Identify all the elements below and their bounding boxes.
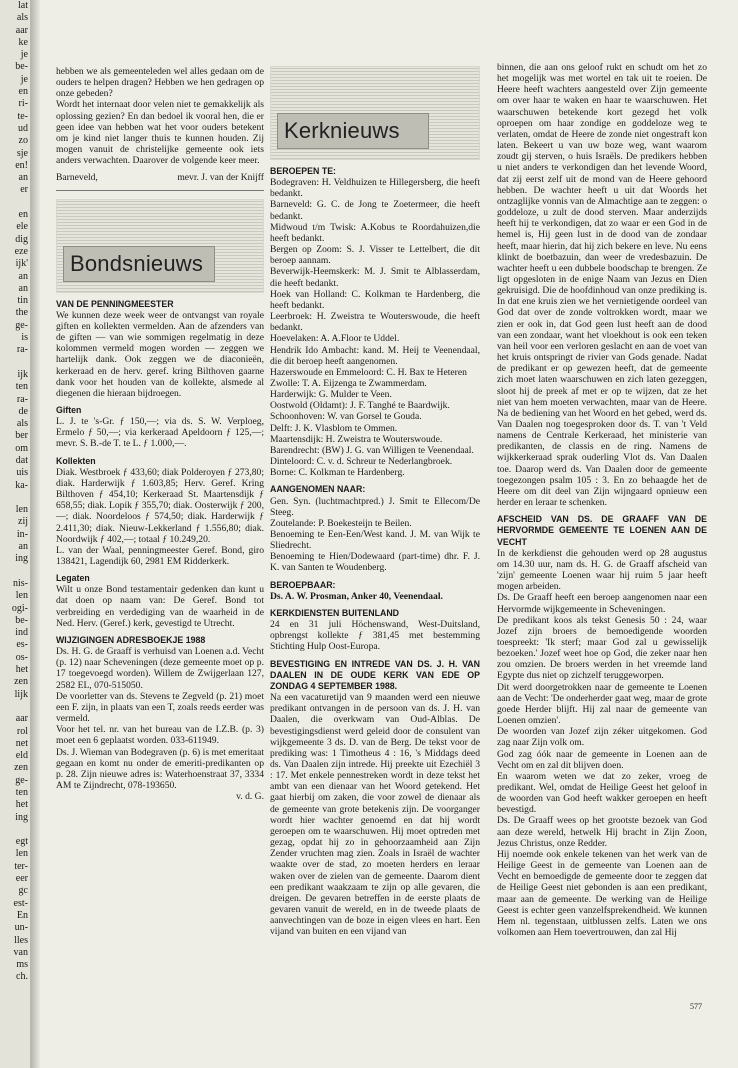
- gutter-fragment: an: [18, 172, 28, 184]
- column-3-paragraph-1: binnen, die aan ons geloof rukt en schudt om het zo het mogelijk was met wortel en tak uit te roeien. De Heere heeft wachters aangesteld over Zijn gemeente om over haar te waken en haar te waarschuwen. Het waarschuwen betekende kort gezegd het volk oproepen om haar zondige en goddeloze weg te verlaten, omdat de Heere de zonde niet ongestraft kon laten. Bekeert u van uw boze weg, want waarom zoudt gij sterven, o huis Israëls. De predikers hebben u niet anders te verkondigen dan het levende Woord, dat zij eerst zelf uit de mond van de Heere gehoord hebben. De wachter heeft u uit dat Woords het ontzaglijke vonnis van de Almachtige aan te zeggen: o goddeloze, u zult de dood sterven. Maar anderzijds heeft hij te verkondigen, dat zo waar er een God in de hemel is, Hij geen lust in de dood van de zondaar heeft, maar hierin, dat hij zich bekere en leve. Nu eens klinkt de boetbazuin, dan weer de vredesbazuin. De wachter heeft u een dubbele boodschap te brengen. Ze ligt opgesloten in de enige Naam van Jezus en Dien gekruisigd. Die de hoofdinhoud van onze prediking is. In dat ene kruis zien we het vernietigende oordeel van God dat over de zonde voltrokken wordt, maar we zien er ook in, dat God geen lust heeft aan de dood van een zondaar, want het vloekhout is ook een teken van heil voor een verloren geslacht en aan de voet van het kruis ontspringt de rivier van Gods genade. Nadat de predikant er op gewezen heeft, dat de gemeente zich moet laten waarschuwen en zich laten gezeggen, sloot hij de preek af met er op te wijzen, dat ze het niet van hem moeten verwachten, maar van de Heere. Na de bediening van het Woord en het gebed, werd ds. Van Daalen nog toegesproken door ds. T. van 't Veld namens de Centrale Kerkeraad, het ministerie van predikanten, de classis en de ring. Namens de wijkkerkeraad sprak ouderling Vlot ds. Van Daalen toe. Daarop werd ds. Van Daalen door de gemeente toegezongen psalm 105 : 3. En zo behaagde het de Heere om dit deel van Zijn wijngaard opnieuw een herder en leraar te schenken.: [497, 62, 707, 509]
- afscheid-paragraph-4: Dit werd doorgetrokken naar de gemeente te Loenen aan de Vecht: 'De onderherder gaat weg, maar de grote goede Herder blijft. Hij zal naar de gemeente van Loenen omzien'.: [497, 681, 707, 727]
- gutter-fragment: [0, 357, 30, 369]
- list-item: Barneveld: G. C. de Jong te Zoetermeer, die heeft bedankt.: [270, 199, 480, 222]
- gutter-fragment: zo: [18, 135, 28, 147]
- gutter-fragment: je: [20, 49, 28, 61]
- gutter-fragment: ten: [15, 381, 28, 393]
- gutter-fragment: te-: [17, 110, 28, 122]
- gutter-fragment: ch.: [16, 971, 28, 983]
- gutter-fragment: ra-: [16, 344, 28, 356]
- afscheid-paragraph-6: God zag óók naar de gemeente in Loenen aan de Vecht om en zal dit blijven doen.: [497, 748, 707, 771]
- signature-place: Barneveld,: [56, 172, 98, 184]
- gutter-fragment: an: [18, 541, 28, 553]
- gutter-fragment: dig: [15, 233, 28, 245]
- gutter-fragment: de: [18, 405, 28, 417]
- adres-text: Ds. H. G. de Graaff is verhuisd van Loenen a.d. Vecht (p. 12) naar Scheveningen (deze gemeente moet op p. 17 toegevoegd worden). Willem de Zwijgerlaan 127, 2582 EL, 070-515050.: [56, 646, 264, 691]
- penningmeester-text: We kunnen deze week weer de ontvangst van royale giften en kollekten vermelden. Aan de afzenders van de giften — van wie sommigen regelmatig in deze kolommen vermeld mogen worden — zeggen we hartelijk dank. Ook zeggen we de diaconieën, kerkeraad en de herv. geref. kring Bilthoven gaarne dank voor het houden van de kollekte, alsmede al diegenen die hieraan bijdroegen.: [56, 309, 264, 399]
- gutter-fragment: als: [16, 12, 28, 24]
- list-item: Beverwijk-Heemskerk: M. J. Smit te Alblasserdam, die heeft bedankt.: [270, 266, 480, 289]
- gutter-fragment: je: [20, 73, 28, 85]
- gutter-fragment: is: [21, 332, 28, 344]
- list-item: Hoevelaken: A. A.Floor te Uddel.: [270, 333, 400, 345]
- gutter-fragment: len: [15, 848, 28, 860]
- gutter-fragment: [0, 492, 30, 504]
- gutter-fragment: len: [15, 590, 28, 602]
- gutter-fragment: en: [18, 86, 28, 98]
- list-item: Bodegraven: H. Veldhuizen te Hillegersberg, die heeft bedankt.: [270, 177, 480, 200]
- gutter-fragment: ud: [18, 122, 28, 134]
- gutter-fragment: ing: [15, 811, 28, 823]
- beroepbaar-text: Ds. A. W. Prosman, Anker 40, Veenendaal.: [270, 590, 443, 602]
- gutter-fragment: van: [13, 946, 28, 958]
- heading-beroepbaar: BEROEPBAAR:: [270, 579, 336, 590]
- gutter-fragment: en!: [15, 159, 28, 171]
- afscheid-paragraph-1: In de kerkdienst die gehouden werd op 28 augustus om 14.30 uur, nam ds. H. G. de Graaff afscheid van 'zijn' gemeente Loenen waar hij ruim 5 jaar heeft mogen arbeiden.: [497, 547, 707, 593]
- gutter-fragment: [0, 566, 30, 578]
- gutter-fragment: ijk': [15, 258, 28, 270]
- banner-label: [277, 113, 429, 149]
- gutter-fragment: ind: [15, 627, 28, 639]
- gutter-fragment: lat: [18, 0, 28, 11]
- heading-bevestiging: BEVESTIGING EN INTREDE VAN DS. J. H. VAN DAALEN IN DE OUDE KERK VAN EDE OP ZONDAG 4 SEPTEMBER 1988.: [270, 658, 480, 691]
- list-item: Bergen op Zoom: S. J. Visser te Lettelbert, die dit beroep aannam.: [270, 244, 480, 267]
- list-item: Gen. Syn. (luchtmachtpred.) J. Smit te Ellecom/De Steeg.: [270, 495, 480, 518]
- column-2: [270, 66, 480, 937]
- afscheid-paragraph-9: Hij noemde ook enkele tekenen van het werk van de Heilige Geest in de gemeente van Loenen aan de Vecht en bemoedigde de gemeente door te zeggen dat de Heilige Geest niet gebonden is aan een predikant, maar aan de gemeente. De werking van de Heilige Geest is echter geen vanzelfsprekendheid. We kunnen Hem nl. tegenstaan, uitblussen zelfs. Laten we ons volkomen aan Hem toevertrouwen, dan zal Hij: [497, 848, 707, 939]
- gutter-fragment: ogi-: [11, 602, 28, 614]
- legaten-text: Wilt u onze Bond testamentair gedenken dan kunt u dat doen op naam van: De Geref. Bond tot verbreiding en verdediging van de waarheid in de Ned. Herv. (Geref.) kerk, gevestigd te Utrecht.: [56, 584, 264, 629]
- book-spine-shadow: [31, 0, 40, 1068]
- gutter-fragment: es-: [16, 639, 28, 651]
- gutter-fragment: als: [16, 418, 28, 430]
- gutter-fragment: het: [15, 799, 28, 811]
- beroepen-list: [270, 177, 480, 478]
- gutter-fragment: ing: [15, 553, 28, 565]
- facing-page-edge: [0, 0, 31, 1068]
- list-item: Maartensdijk: H. Zweistra te Wouterswoude.: [270, 433, 443, 445]
- gutter-fragment: est-: [13, 897, 28, 909]
- afscheid-paragraph-8: Ds. De Graaff wees op het grootste bezoek van God aan deze wereld, hetwelk Hij bracht in Zijn Zoon, Jezus Christus, onze Redder.: [497, 815, 707, 849]
- heading-giften: Giften: [56, 404, 82, 415]
- list-item: Borne: C. Kolkman te Hardenberg.: [270, 467, 405, 479]
- list-item: Hendrik Ido Ambacht: kand. M. Heij te Veenendaal, die dit beroep heeft aangenomen.: [270, 344, 480, 367]
- gutter-fragment: be-: [15, 61, 28, 73]
- gutter-fragment: zij: [18, 516, 28, 528]
- gutter-fragment: ge-: [15, 319, 28, 331]
- gutter-fragment: eze: [14, 245, 28, 257]
- signature-name: mevr. J. van der Knijff: [177, 172, 264, 184]
- gutter-fragment: [0, 197, 30, 209]
- heading-kollekten: Kollekten: [56, 455, 96, 466]
- gutter-fragment: aar: [15, 24, 28, 36]
- gutter-fragment: ter-: [14, 860, 28, 872]
- gutter-fragment: ra-: [16, 393, 28, 405]
- list-item: Zwolle: T. A. Eijzenga te Zwammerdam.: [270, 377, 427, 389]
- gutter-fragment: ijk: [17, 368, 28, 380]
- gutter-fragment: er: [20, 184, 28, 196]
- gutter-fragment: lijk: [14, 688, 28, 700]
- gutter-fragment: En: [16, 909, 28, 921]
- intro-paragraph-2: Wordt het internaat door velen niet te gemakkelijk als oplossing gezien? En dan bedoel ik vooral hen, die er geen idee van hebben wat het voor ouders betekent om je kind niet langer thuis te kunnen houden. Zij mogen vanuit de christelijke gemeente ook iets anders verwachten. Daarover de volgende keer meer.: [56, 99, 264, 167]
- section-banner-kerknieuws: [270, 66, 480, 160]
- list-item: Hoek van Holland: C. Kolkman te Hardenberg, die heeft bedankt.: [270, 288, 480, 311]
- gutter-fragment: gc: [18, 885, 28, 897]
- gutter-fragment: nis-: [13, 577, 28, 589]
- gutter-fragment: en: [18, 209, 28, 221]
- gutter-fragment: ri-: [18, 98, 28, 110]
- kollekten-text: Diak. Westbroek ƒ 433,60; diak Polderoyen ƒ 273,80; diak. Harderwijk ƒ 1.603,85; Herv. Geref. Kring Bilthoven ƒ 454,10; Kerkeraad St. Maartensdijk ƒ 658,55; diak. Lopik ƒ 355,70; diak. Oosterwijk ƒ 200,—; diak. Noordeloos ƒ 574,50; diak. Harderwijk ƒ 2.411,30; diak. Nieuw-Lekkerland ƒ 1.556,80; diak. Noordwijk ƒ 402,—; totaal ƒ 10.249,20.: [56, 466, 264, 545]
- adres-signature: v. d. G.: [236, 791, 264, 803]
- gutter-fragment: be-: [15, 614, 28, 626]
- section-banner-bondsnieuws: [56, 199, 264, 293]
- adres-text-3: Voor het tel. nr. van het bureau van de I.Z.B. (p. 3) moet een 6 geplaatst worden. 033-611949.: [56, 724, 264, 747]
- gutter-fragment: ber: [15, 430, 28, 442]
- list-item: Benoeming te Hien/Dodewaard (part-time) dhr. F. J. K. van Santen te Woudenberg.: [270, 551, 480, 574]
- banner-label: [63, 246, 215, 282]
- intro-paragraph: hebben we als gemeenteleden wel alles gedaan om de ouders te helpen dragen? Hebben we hen gedragen op onze gebeden?: [56, 66, 264, 100]
- list-item: Benoeming te Een-Een/West kand. J. M. van Wijk te Sliedrecht.: [270, 529, 480, 552]
- gutter-fragment: ten: [15, 787, 28, 798]
- heading-afscheid: AFSCHEID VAN DS. DE GRAAFF VAN DE HERVORMDE GEMEENTE TE LOENEN AAN DE VECHT: [497, 514, 707, 547]
- gutter-fragment: os-: [15, 651, 28, 663]
- heading-adresboekje: WIJZIGINGEN ADRESBOEKJE 1988: [56, 634, 206, 645]
- gutter-fragment: net: [15, 737, 28, 749]
- heading-penningmeester: VAN DE PENNINGMEESTER: [56, 298, 174, 309]
- gutter-fragment: [0, 824, 30, 836]
- list-item: Barendrecht: (BW) J. G. van Willigen te Veenendaal.: [270, 444, 474, 456]
- list-item: Midwoud t/m Twisk: A.Kobus te Roordahuizen,die heeft bedankt.: [270, 221, 480, 244]
- adres-text-4: Ds. J. Wieman van Bodegraven (p. 6) is met emeritaat gegaan en komt nu onder de emeriti-predikanten op p. 28. Zijn nieuwe adres is: Waterhoenstraat 37, 3334 AM te Zijndrecht, 078-193650.: [56, 746, 264, 791]
- aangenomen-list: [270, 496, 480, 574]
- list-item: Hazerswoude en Emmeloord: C. H. Bax te Heteren: [270, 366, 467, 378]
- heading-kerkdiensten: KERKDIENSTEN BUITENLAND: [270, 607, 400, 618]
- kerkdiensten-text: 24 en 31 juli Höchenswand, West-Duitsland, opbrengst kollekte ƒ 381,45 met bestemming Stichting Hulp Oost-Europa.: [270, 619, 480, 653]
- gutter-fragment: sje: [16, 147, 28, 159]
- gutter-fragment: aar: [15, 713, 28, 725]
- banner-title: Kerknieuws: [284, 118, 400, 144]
- gutter-fragment: ge-: [15, 774, 28, 786]
- list-item: Delft: J. K. Vlasblom te Ommen.: [270, 422, 398, 434]
- heading-aangenomen: AANGENOMEN NAAR:: [270, 484, 366, 495]
- list-item: Harderwijk: G. Mulder te Veen.: [270, 389, 392, 401]
- list-item: Dinteloord: C. v. d. Schreur te Nederlangbroek.: [270, 456, 453, 468]
- gutter-fragment: het: [15, 664, 28, 676]
- kollekten-text-2: L. van der Waal, penningmeester Geref. Bond, giro 138421, Lagendijk 60, 2981 EM Ridderkerk.: [56, 544, 264, 567]
- gutter-fragment: an: [18, 270, 28, 282]
- gutter-fragment: dat: [15, 454, 28, 466]
- gutter-fragment: un-: [14, 922, 28, 934]
- gutter-fragment: tin: [17, 295, 28, 307]
- column-3: [497, 62, 707, 938]
- gutter-fragment: ele: [16, 221, 28, 233]
- gutter-fragment: len: [15, 504, 28, 516]
- page-number: 577: [690, 1002, 702, 1011]
- giften-text: L. J. te 's-Gr. ƒ 150,—; via ds. S. W. Verploeg, Ermelo ƒ 50,—; via kerkeraad Apeldoorn ƒ 125,—; mevr. S. B.-de T. te L. ƒ 1.000,—.: [56, 416, 264, 450]
- list-item: Zoutelande: P. Boekesteijn te Beilen.: [270, 517, 412, 529]
- gutter-fragment: egt: [15, 836, 28, 848]
- gutter-fragment: eld: [15, 750, 28, 762]
- heading-legaten: Legaten: [56, 573, 90, 584]
- list-item: Leerbroek: H. Zweistra te Wouterswoude, die heeft bedankt.: [270, 311, 480, 334]
- list-item: Oostwold (Oldamt): J. F. Tanghé te Baardwijk.: [270, 400, 450, 412]
- gutter-fragment: in-: [16, 528, 28, 540]
- afscheid-paragraph-2: Ds. De Graaff heeft een beroep aangenomen naar een Hervormde wijkgemeente in Scheveningen.: [497, 592, 707, 615]
- gutter-fragment: om: [15, 442, 28, 454]
- gutter-fragment: [0, 701, 30, 713]
- gutter-fragment: ms: [16, 959, 28, 971]
- gutter-fragment: eer: [15, 873, 28, 885]
- gutter-fragment: lles: [14, 934, 28, 946]
- gutter-fragment: the: [15, 307, 28, 319]
- banner-title: Bondsnieuws: [70, 250, 204, 276]
- gutter-fragment: ka-: [15, 479, 28, 491]
- afscheid-paragraph-3: De predikant koos als tekst Genesis 50 : 24, waar Jozef zijn broers de bemoedigende woorden toespreekt: 'Ik sterf; maar God zal u gewisselijk bezoeken.' Jozef weet hoe op God, die zeker naar hen zou omzien. De broers werden in het vreemde land Egypte dus niet op zichzelf teruggeworpen.: [497, 614, 707, 682]
- gutter-fragment: ke: [18, 36, 28, 48]
- gutter-fragment: rol: [16, 725, 28, 737]
- signature-line: [56, 172, 264, 183]
- gutter-fragment: an: [18, 282, 28, 294]
- gutter-fragment: zen: [14, 676, 28, 688]
- bevestiging-text: Na een vacaturetijd van 9 maanden werd een nieuwe predikant ontvangen in de persoon van ds. J. H. van Daalen, die overkwam van Oud-Alblas. De bevestigingsdienst werd geleid door de consulent van wijkgemeente 3 ds. D. van de Berg. De tekst voor de prediking was: 1 Timotheus 4 : 16, 's Middags deed ds. Van Daalen zijn intrede. Hij preekte uit Ezechiël 3 : 17. Met enkele pennestreken wordt in deze tekst het ambt van een dienaar van het Woord getekend. Het gaat hierbij om zaken, die voor zowel de dienaar als de gemeente van grote betekenis zijn. De voorganger wordt hier wachter genoemd en dat hij wordt geroepen om te waarschuwen. Hij moet optreden met gezag, opdat hij zo in gehoorzaamheid aan Zijn Zender vruchten mag zien. Zoals in Israël de wachter waakte over de stad, zo moeten herders en leraar waken over de zielen van de gemeente. Daarom dient een predikant waakzaam te zijn op alle gevaren, die dreigen. De gevaren betreffen in de eerste plaats de gevaren vanuit de wereld, en in de tweede plaats de aanvechtingen van de boze in eigen vlees en hart. Een vijand van buiten en een vijand van: [270, 692, 480, 938]
- heading-beroepen: BEROEPEN TE:: [270, 166, 336, 176]
- adres-text-2: De voorletter van ds. Stevens te Zegveld (p. 21) moet een F. zijn, in plaats van een T, zoals reeds eerder was vermeld.: [56, 690, 264, 725]
- afscheid-paragraph-7: En waarom weten we dat zo zeker, vroeg de predikant. Wel, omdat de Heilige Geest het geloof in de woorden van God heeft wakker geroepen en heeft bevestigd.: [497, 770, 707, 816]
- gutter-fragment: zen: [14, 762, 28, 774]
- column-1: [56, 66, 264, 802]
- divider: [56, 190, 264, 191]
- afscheid-paragraph-5: De woorden van Jozef zijn zéker uitgekomen. God zag naar Zijn volk om.: [497, 726, 707, 749]
- gutter-fragment: uis: [16, 467, 28, 479]
- list-item: Schoonhoven: W. van Gorsel te Gouda.: [270, 411, 422, 423]
